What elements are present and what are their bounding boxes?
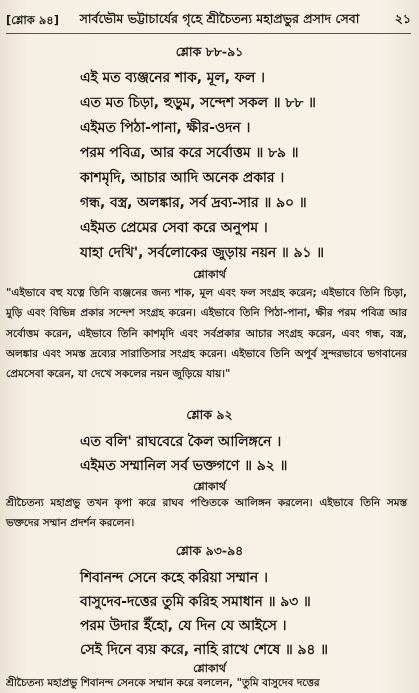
verse-line: যাহা দেখি', সর্বলোকের জুড়ায় নয়ন ॥ ৯১ ॥ xyxy=(80,245,324,261)
verse-line: এইমত প্রেমের সেবা করে অনুপম । xyxy=(80,220,268,236)
verse-line: এইমত পিঠা-পানা, ক্ষীর-ওদন । xyxy=(80,120,251,136)
translation-paragraph: শ্রীচৈতন্য মহাপ্রভু শিবানন্দ সেনকে সম্মান করে বললেন, "তুমি বাসুদেব দত্তের xyxy=(6,677,320,689)
verse-line: এত বলি' রাঘবেরে কৈল আলিঙ্গনে । xyxy=(80,434,282,450)
header-divider xyxy=(6,33,411,34)
verse-line: গন্ধ, বস্ত্র, অলঙ্কার, সর্ব দ্রব্য-সার ॥ ৯০ ॥ xyxy=(80,195,307,211)
verse-line: শিবানন্দ সেনে কহে করিয়া সম্মান । xyxy=(80,570,268,586)
translation-paragraph: শ্রীচৈতন্য মহাপ্রভু তখন কৃপা করে রাঘব পণ্ডিতকে আলিঙ্গন করলেন। এইভাবে তিনি সমস্ত ভক্তদের সম্মান প্রদর্শন করলেন। xyxy=(6,497,407,530)
verse-range-label: [শ্লোক ৯৪] xyxy=(6,13,59,27)
page-number: ২১ xyxy=(394,11,411,26)
verse-heading-88-91: শ্লোক ৮৮-৯১ xyxy=(175,44,244,59)
verse-line: কাশমৃদি, আচার আদি অনেক প্রকার । xyxy=(80,170,285,186)
verse-line: বাসুদেব-দত্তের তুমি করিহ সমাধান ॥ ৯৩ ॥ xyxy=(80,594,311,610)
verse-line: এই মত ব্যঞ্জনের শাক, মূল, ফল । xyxy=(80,70,265,86)
verse-line: এত মত চিড়া, হুড়ুম, সন্দেশ সকল ॥ ৮৮ ॥ xyxy=(80,95,316,111)
verse-line: পরম উদার ইঁহো, যে দিন যে আইসে । xyxy=(80,618,287,634)
translation-heading: শ্লোকার্থ xyxy=(193,480,226,493)
chapter-title: সার্বভৌম ভট্টাচার্যের গৃহে শ্রীচৈতন্য মহাপ্রভুর প্রসাদ সেবা xyxy=(79,11,360,26)
translation-heading: শ্লোকার্থ xyxy=(193,268,226,281)
verse-line: এইমত সম্মানিল সর্ব ভক্তগণে ॥ ৯২ ॥ xyxy=(80,458,288,474)
translation-heading: শ্লোকার্থ xyxy=(193,662,226,675)
verse-line: পরম পবিত্র, আর করে সর্বোত্তম ॥ ৮৯ ॥ xyxy=(80,145,299,161)
page-header xyxy=(6,8,411,32)
verse-heading-93-94: শ্লোক ৯৩-৯৪ xyxy=(175,543,244,558)
verse-heading-92: শ্লোক ৯২ xyxy=(186,407,233,422)
verse-line: সেই দিনে ব্যয় করে, নাহি রাখে শেষে ॥ ৯৪ ॥ xyxy=(80,642,328,658)
translation-paragraph: "এইভাবে বহু যত্নে তিনি ব্যঞ্জনের জন্য শাক, মূল এবং ফল সংগ্রহ করেন; এইভাবে তিনি চিড়া, মুড়ি এবং বিভিন্ন প্রকার সন্দেশ সংগ্রহ করেন। এইভাবে তিনি পিঠা-পানা, ক্ষীর পরম পবিত্র আর সর্বোত্তম করেন, এইভাবে তিনি কাশমৃদি এবং সর্বপ্রকার আচার সংগ্রহ করেন, এবং গন্ধ, বস্ত্র, অলঙ্কার এবং সমস্ত দ্রব্যের সারাতিসার সংগ্রহ করেন। এইভাবে তিনি অপূর্ব সুন্দরভাবে ভগবানের প্রেমসেবা করেন, যা দেখে সকলের নয়ন জুড়িয়ে যায়।" xyxy=(6,287,407,381)
